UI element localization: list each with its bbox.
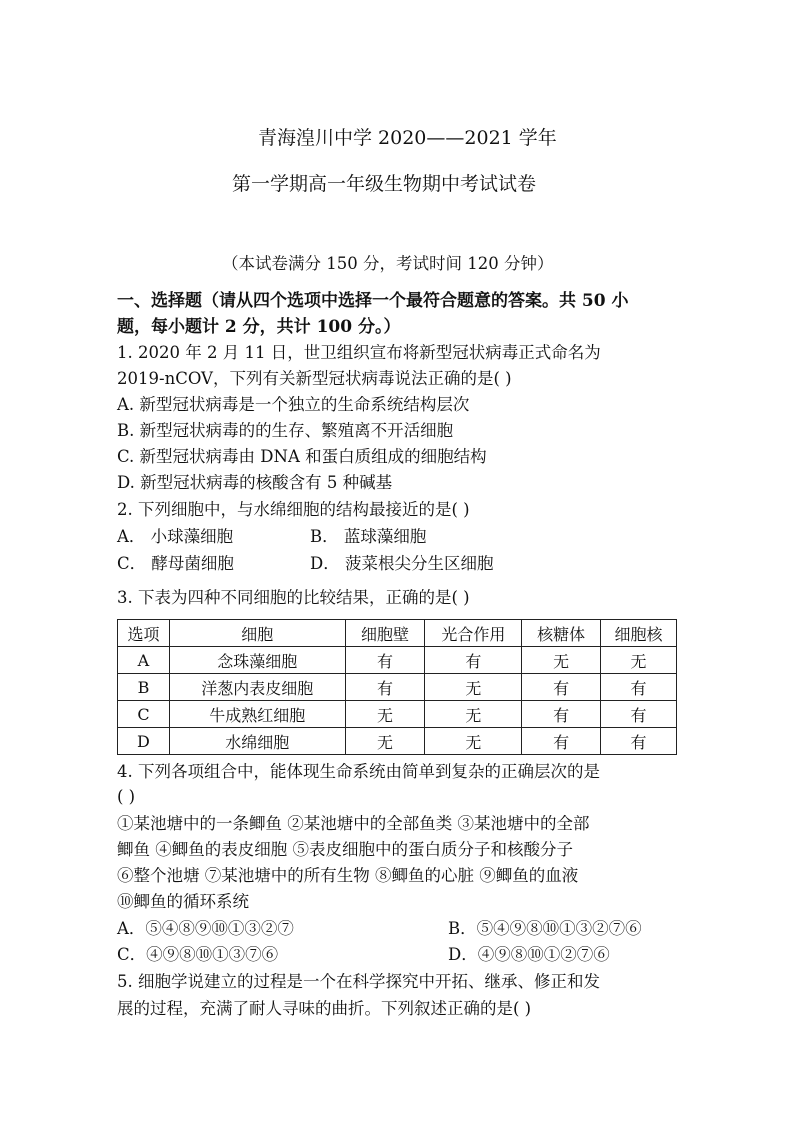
table-cell: 无 [425, 728, 522, 755]
q4-items-line3: ⑥整个池塘 ⑦某池塘中的所有生物 ⑧鲫鱼的心脏 ⑨鲫鱼的血液 [117, 866, 579, 885]
q1-stem-line2: 2019-nCOV，下列有关新型冠状病毒说法正确的是( ) [117, 369, 512, 388]
q4-option-c: C．④⑨⑧⑩①③⑦⑥ [117, 945, 279, 964]
exam-title-school-year: 青海湟川中学 2020——2021 学年 [258, 127, 557, 149]
table-header-cell: 核糖体 [522, 620, 601, 647]
table-header-cell: 光合作用 [425, 620, 522, 647]
q1-option-c: C. 新型冠状病毒由 DNA 和蛋白质组成的细胞结构 [117, 447, 487, 466]
table-cell: 念珠藻细胞 [169, 647, 345, 674]
table-cell: B [118, 674, 170, 701]
q4-option-b: B．⑤④⑨⑧⑩①③②⑦⑥ [448, 919, 642, 938]
q1-option-b: B. 新型冠状病毒的的生存、繁殖离不开活细胞 [117, 421, 454, 440]
exam-note: （本试卷满分 150 分，考试时间 120 分钟） [222, 254, 554, 273]
q3-stem: 3. 下表为四种不同细胞的比较结果，正确的是( ) [117, 588, 470, 607]
q4-items-line1: ①某池塘中的一条鲫鱼 ②某池塘中的全部鱼类 ③某池塘中的全部 [117, 814, 590, 833]
q2-option-b: B． 蓝球藻细胞 [310, 527, 427, 546]
table-row [118, 728, 677, 755]
table-cell: 有 [345, 647, 425, 674]
q2-option-c: C． 酵母菌细胞 [117, 554, 234, 573]
q1-stem-line1: 1. 2020 年 2 月 11 日，世卫组织宣布将新型冠状病毒正式命名为 [117, 343, 601, 362]
q1-option-d: D. 新型冠状病毒的核酸含有 5 种碱基 [117, 473, 393, 492]
table-cell: 有 [522, 674, 601, 701]
table-cell: 水绵细胞 [169, 728, 345, 755]
cell-comparison-table [117, 619, 677, 755]
table-cell: 有 [345, 674, 425, 701]
q4-stem-line1: 4. 下列各项组合中，能体现生命系统由简单到复杂的正确层次的是 [117, 762, 600, 781]
q2-option-d: D． 菠菜根尖分生区细胞 [310, 554, 494, 573]
q5-stem-line2: 展的过程，充满了耐人寻味的曲折。下列叙述正确的是( ) [117, 999, 532, 1018]
table-header-cell: 细胞核 [601, 620, 677, 647]
table-cell: 无 [425, 701, 522, 728]
table-cell: 无 [345, 728, 425, 755]
q2-option-a: A． 小球藻细胞 [117, 527, 234, 546]
table-cell: 有 [522, 728, 601, 755]
table-header-cell: 选项 [118, 620, 170, 647]
table-cell: 有 [601, 701, 677, 728]
table-header-row [118, 620, 677, 647]
table-cell: 有 [601, 728, 677, 755]
q4-items-line4: ⑩鲫鱼的循环系统 [117, 892, 249, 911]
q4-items-line2: 鲫鱼 ④鲫鱼的表皮细胞 ⑤表皮细胞中的蛋白质分子和核酸分子 [117, 840, 573, 859]
table-cell: 无 [601, 647, 677, 674]
exam-title-subject: 第一学期高一年级生物期中考试试卷 [232, 173, 537, 195]
table-cell: D [118, 728, 170, 755]
q2-stem: 2. 下列细胞中，与水绵细胞的结构最接近的是( ) [117, 500, 470, 519]
q4-option-d: D．④⑨⑧⑩①②⑦⑥ [448, 945, 610, 964]
table-cell: 有 [425, 647, 522, 674]
q4-stem-line2: ( ) [117, 787, 136, 806]
table-cell: 有 [522, 701, 601, 728]
table-header-cell: 细胞 [169, 620, 345, 647]
table-cell: 有 [601, 674, 677, 701]
table-header-cell: 细胞壁 [345, 620, 425, 647]
table-cell: 无 [425, 674, 522, 701]
section-heading-line2: 题，每小题计 2 分，共计 100 分。） [117, 317, 401, 337]
table-cell: A [118, 647, 170, 674]
table-row [118, 647, 677, 674]
table-cell: 牛成熟红细胞 [169, 701, 345, 728]
table-cell: 无 [522, 647, 601, 674]
section-heading-line1: 一、选择题（请从四个选项中选择一个最符合题意的答案。共 50 小 [117, 291, 629, 311]
table-row [118, 674, 677, 701]
q4-option-a: A．⑤④⑧⑨⑩①③②⑦ [117, 919, 294, 938]
table-cell: C [118, 701, 170, 728]
q5-stem-line1: 5. 细胞学说建立的过程是一个在科学探究中开拓、继承、修正和发 [117, 972, 600, 991]
table-row [118, 701, 677, 728]
table-cell: 洋葱内表皮细胞 [169, 674, 345, 701]
table-cell: 无 [345, 701, 425, 728]
q1-option-a: A. 新型冠状病毒是一个独立的生命系统结构层次 [117, 395, 470, 414]
